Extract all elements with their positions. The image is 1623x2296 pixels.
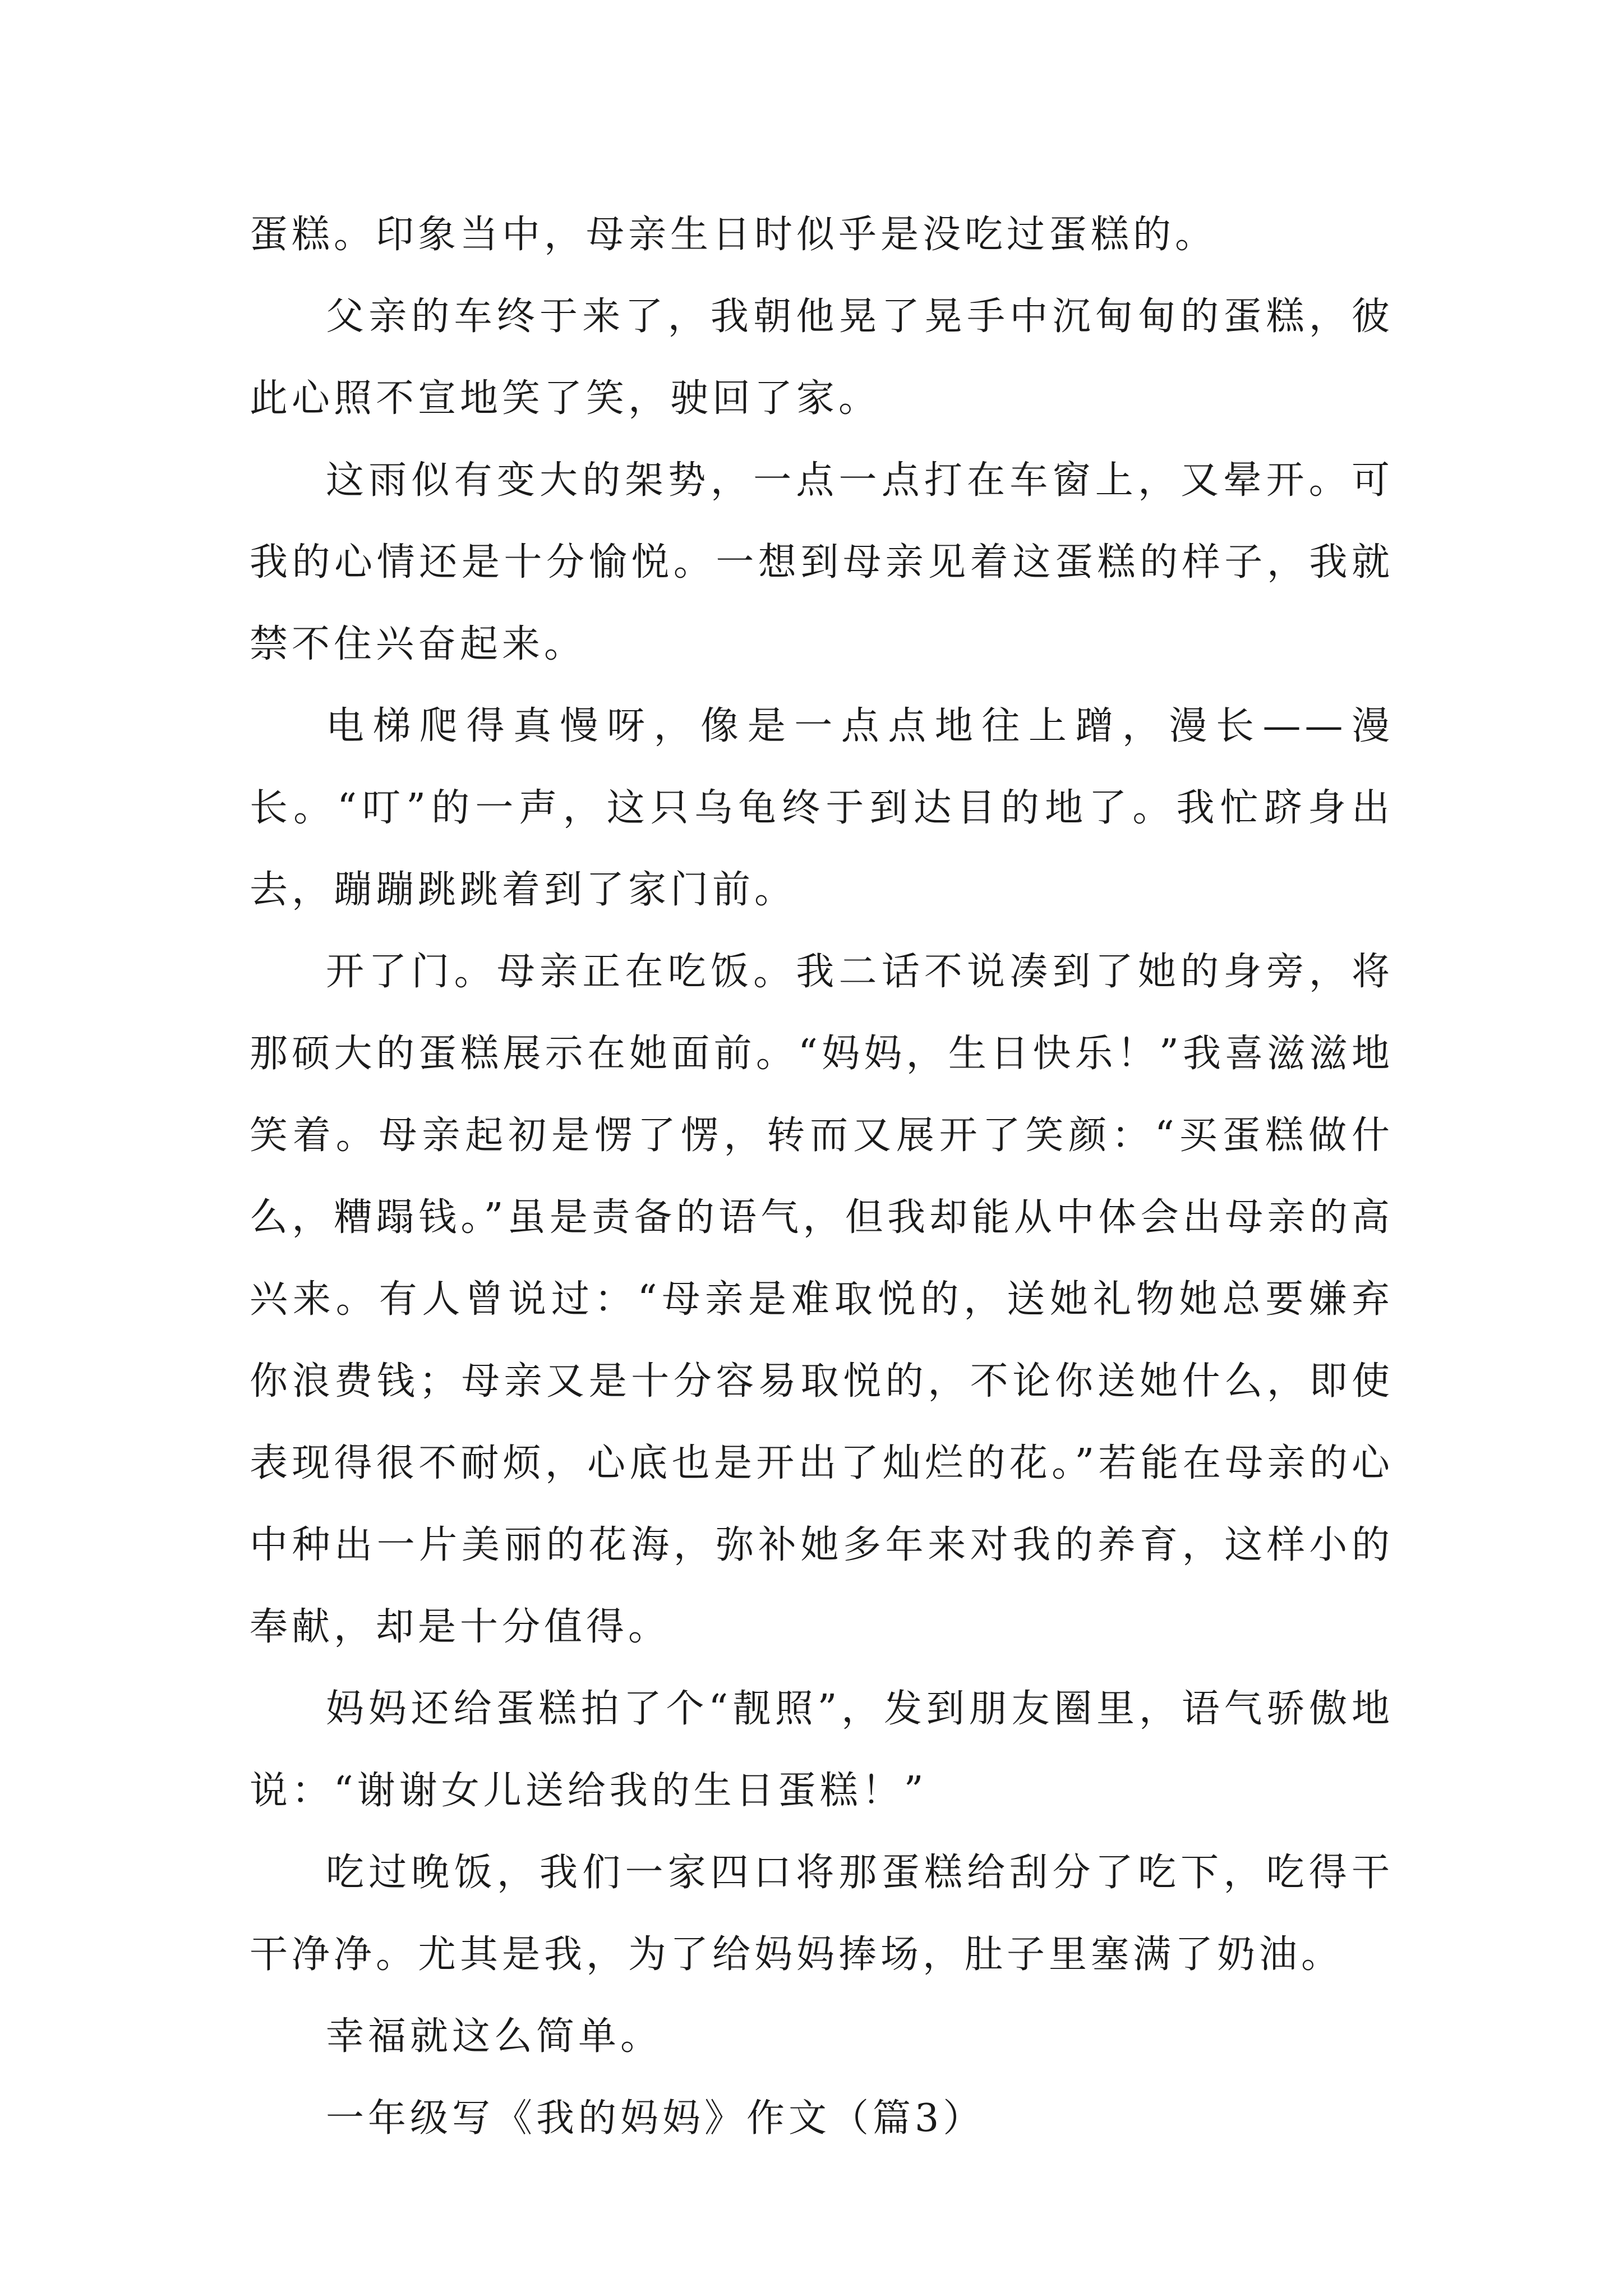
paragraph: 开了门。母亲正在吃饭。我二话不说凑到了她的身旁，将那硕大的蛋糕展示在她面前。“妈妈，生日快乐！”我喜滋滋地笑着。母亲起初是愣了愣，转而又展开了笑颜：“买蛋糕做什么，糟蹋钱。”虽是责备的语气，但我却能从中体会出母亲的高兴来。有人曾说过：“母亲是难取悦的，送她礼物她总要嫌弃你浪费钱；母亲又是十分容易取悦的，不论你送她什么，即使表现得很不耐烦，心底也是开出了灿烂的花。”若能在母亲的心中种出一片美丽的花海，弥补她多年来对我的养育，这样小的奉献，却是十分值得。 xyxy=(250,950,1394,1649)
section-heading: 一年级写《我的妈妈》作文（篇3） xyxy=(326,2096,985,2141)
document-body xyxy=(250,194,1394,2160)
paragraph: 吃过晚饭，我们一家四口将那蛋糕给刮分了吃下，吃得干干净净。尤其是我，为了给妈妈捧场，肚子里塞满了奶油。 xyxy=(250,1851,1394,1977)
paragraph: 这雨似有变大的架势，一点一点打在车窗上，又晕开。可我的心情还是十分愉悦。一想到母亲见着这蛋糕的样子，我就禁不住兴奋起来。 xyxy=(250,458,1394,666)
paragraph-continuation: 蛋糕。印象当中，母亲生日时似乎是没吃过蛋糕的。 xyxy=(250,213,1218,257)
paragraph: 妈妈还给蛋糕拍了个“靓照”，发到朋友圈里，语气骄傲地说：“谢谢女儿送给我的生日蛋糕！” xyxy=(250,1687,1394,1813)
paragraph: 幸福就这么简单。 xyxy=(326,2014,663,2059)
paragraph: 父亲的车终于来了，我朝他晃了晃手中沉甸甸的蛋糕，彼此心照不宣地笑了笑，驶回了家。 xyxy=(250,295,1394,421)
paragraph: 电梯爬得真慢呀，像是一点点地往上蹭，漫长——漫长。“叮”的一声，这只乌龟终于到达目的地了。我忙跻身出去，蹦蹦跳跳着到了家门前。 xyxy=(250,704,1394,912)
